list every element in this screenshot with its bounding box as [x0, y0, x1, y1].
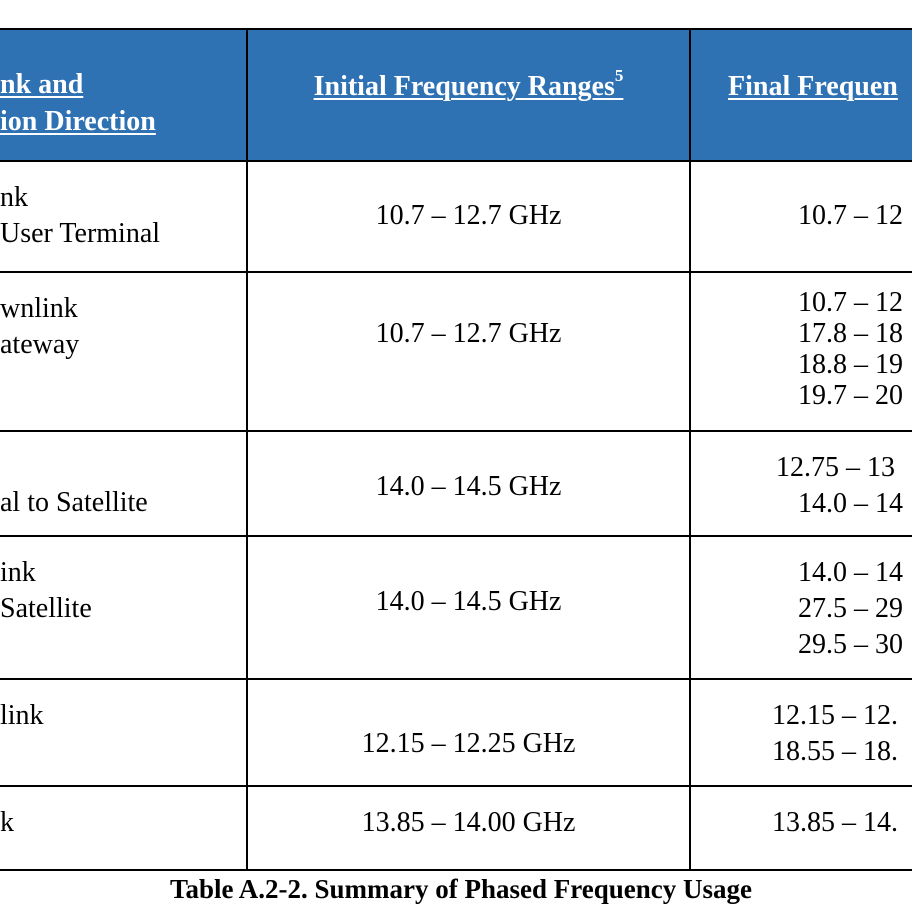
row-divider — [0, 271, 912, 273]
header-initial-frequency-label: Initial Frequency Ranges — [313, 71, 615, 102]
row-5-final-range — [772, 698, 898, 770]
row-6-final-range — [772, 805, 898, 841]
row-divider — [0, 678, 912, 680]
row-2-initial-range — [248, 316, 689, 352]
row-1-final-range — [798, 198, 903, 234]
row-3-initial-value: 14.0 – 14.5 GHz — [375, 471, 562, 502]
row-2-link-line-1: wnlink — [0, 293, 78, 324]
row-4-final-value-2: 27.5 – 29 — [798, 593, 903, 624]
row-2-link-direction — [0, 291, 79, 363]
row-divider — [0, 785, 912, 787]
row-4-final-range — [798, 555, 903, 663]
header-link-direction-line-2: ion Direction — [0, 106, 156, 137]
row-1-link-line-2: User Terminal — [0, 218, 161, 249]
row-6-final-value-1: 13.85 – 14. — [772, 807, 898, 838]
header-link-direction — [0, 66, 156, 140]
footnote-marker: 5 — [614, 66, 624, 85]
header-final-frequency-label: Final Frequen — [728, 71, 898, 102]
row-4-link-direction — [0, 555, 92, 627]
row-divider — [0, 535, 912, 537]
row-divider — [0, 160, 912, 162]
row-4-final-value-1: 14.0 – 14 — [798, 557, 903, 588]
row-1-final-value: 10.7 – 12 — [798, 200, 903, 231]
row-6-link-direction — [0, 805, 14, 841]
row-3-link-direction — [0, 485, 148, 521]
header-link-direction-line-1: nk and — [0, 69, 84, 100]
row-3-link-line-1: al to Satellite — [0, 487, 148, 518]
row-5-initial-value: 12.15 – 12.25 GHz — [361, 728, 576, 759]
column-divider — [689, 28, 691, 871]
header-initial-frequency-ranges — [248, 68, 689, 105]
row-5-initial-range — [248, 726, 689, 762]
row-2-final-value-3: 18.8 – 19 — [798, 349, 903, 380]
row-4-link-line-1: ink — [0, 557, 36, 588]
row-3-final-value-1: 12.75 – 13 — [776, 452, 895, 483]
row-3-final-range — [776, 450, 903, 522]
row-1-initial-range — [248, 198, 689, 234]
row-6-link-line-1: k — [0, 807, 14, 838]
row-2-initial-value: 10.7 – 12.7 GHz — [375, 318, 562, 349]
row-4-link-line-2: Satellite — [0, 593, 92, 624]
row-1-link-direction — [0, 180, 160, 252]
row-2-final-range — [798, 287, 903, 411]
row-1-link-line-1: nk — [0, 182, 28, 213]
row-1-initial-value: 10.7 – 12.7 GHz — [375, 200, 562, 231]
table-border-top — [0, 28, 912, 30]
row-6-initial-value: 13.85 – 14.00 GHz — [361, 807, 576, 838]
row-3-initial-range — [248, 469, 689, 505]
row-5-final-value-1: 12.15 – 12. — [772, 700, 898, 731]
row-5-link-line-1: link — [0, 700, 44, 731]
table-border-bottom — [0, 869, 912, 871]
row-4-initial-value: 14.0 – 14.5 GHz — [375, 586, 562, 617]
header-final-frequency-ranges — [728, 68, 898, 105]
row-divider — [0, 430, 912, 432]
row-2-final-value-1: 10.7 – 12 — [798, 287, 903, 318]
row-6-initial-range — [248, 805, 689, 841]
row-2-link-line-2: ateway — [0, 329, 80, 360]
row-5-final-value-2: 18.55 – 18. — [772, 736, 898, 767]
row-4-initial-range — [248, 584, 689, 620]
row-4-final-value-3: 29.5 – 30 — [798, 629, 903, 660]
table-caption: Table A.2-2. Summary of Phased Frequency Usage — [169, 874, 753, 904]
row-2-final-value-2: 17.8 – 18 — [798, 318, 903, 349]
row-5-link-direction — [0, 698, 44, 734]
row-3-final-value-2: 14.0 – 14 — [798, 488, 903, 519]
row-2-final-value-4: 19.7 – 20 — [798, 380, 903, 411]
